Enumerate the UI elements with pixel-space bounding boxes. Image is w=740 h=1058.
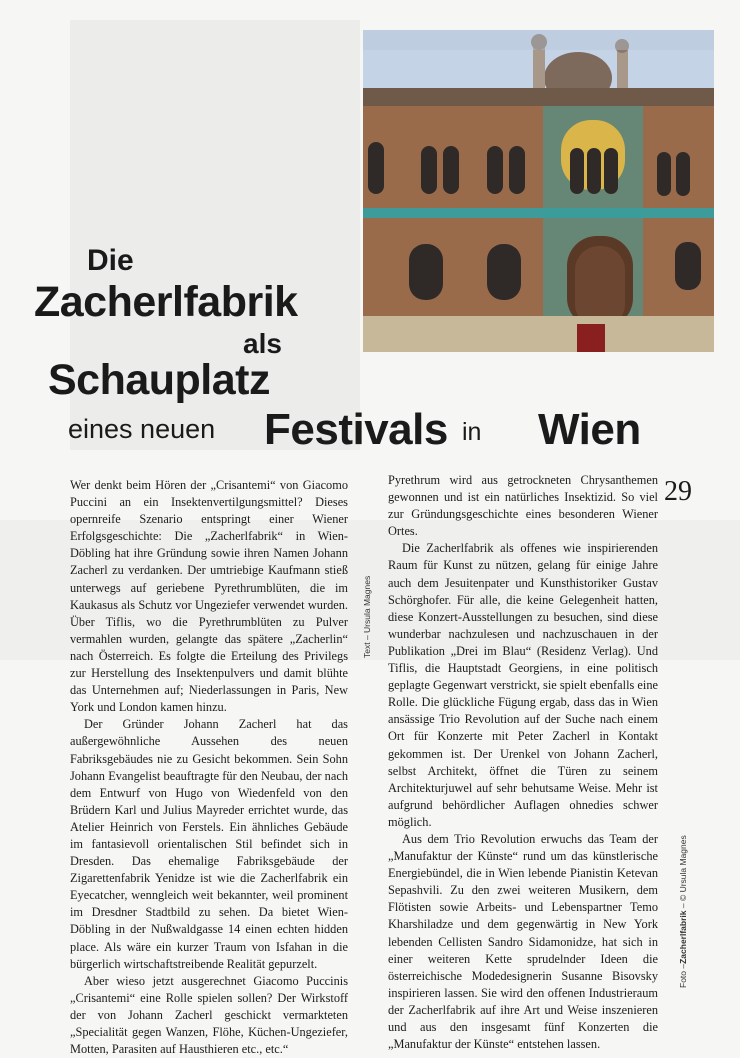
title-line-eines-neuen: eines neuen: [68, 414, 216, 444]
photo-credit: [678, 835, 688, 988]
title-line-die: Die: [87, 244, 134, 277]
article-column-2: [388, 472, 658, 1053]
photo-credit-subject: Zacherlfabrik: [678, 910, 688, 964]
reverse-page-ghost-letters: [250, 0, 267, 63]
title-line-schauplatz: Schauplatz: [48, 356, 270, 404]
photo-credit-suffix: – © Ursula Magnes: [678, 835, 688, 911]
paragraph: Aus dem Trio Revolution erwuchs das Team der „Manufaktur der Künste“ rund um das künstlerische Energiebündel, die in Wien lebende Pianistin Ketevan Sepashvili. Zu den zwei weiteren Musikern, dem Flötisten sowie Arbeits- und Lebenspartner Temo Kharshiladze und dem gegenwärtig in New York lebenden Cellisten Sandro Sidamonidze, hat sich in einer weiteren Kette sprudelnder Ideen die österreichische Modedesignerin Susanne Bisovsky inspirieren lassen. Sie wird den offenen Industrieraum der Zacherlfabrik auf ihre Art und Weise inszenieren und aus den insgesamt fünf Konzerten die „Manufaktur der Künste“ entstehen lassen.: [388, 831, 658, 1052]
title-line-zacherlfabrik: Zacherlfabrik: [34, 278, 298, 326]
paragraph: Wer denkt beim Hören der „Crisantemi“ von Giacomo Puccini an ein Insektenvertilgungsmittel? Dieses opernreife Szenario entspringt einer Wiener Erfolgsgeschichte: Die „Zacherlfabrik“ in Wien-Döbling hat ihre Gründung sowie ihren Namen Johann Zacherl zu verdanken. Der umtriebige Kaufmann stieß unterwegs auf geriebene Pyrethrumblüten, die im Kaukasus als Schutz vor Ungeziefer verwendet wurden. Über Tiflis, wo die Pyrethrumblüten zu Pulver vermahlen wurden, gelangte das spätere „Zacherlin“ nach Österreich. Es folgte die Erteilung des Privilegs zur Herstellung des Insektenpulvers und damit blühte das Unternehmen auf; Niederlassungen in Paris, New York und London kamen hinzu.: [70, 478, 348, 715]
paragraph: Aber wieso jetzt ausgerechnet Giacomo Puccinis „Crisantemi“ eine Rolle spielen sollen? Der Wirkstoff der von Johann Zacherl geschickt vermarkteten „Specialität gegen Wanzen, Flöhe, Küchen-Ungeziefer, Motten, Parasiten auf Hausthieren etc., etc.“: [70, 973, 348, 1057]
title-line-wien: Wien: [538, 405, 641, 454]
paragraph: Der Gründer Johann Zacherl hat das außergewöhnliche Aussehen des neuen Fabriksgebäudes nie zu Gesicht bekommen. Sein Sohn Johann Evangelist beauftragte für den Neubau, der nach dem Entwurf von Hugo von Wiedenfeld von den Brüdern Karl und Julius Mayreder errichtet wurde, das Atelier Heinrich von Ferstels. Ein ähnliches Gebäude im fantasievoll orientalischen Stil befindet sich in Dresden. Das ehemalige Fabriksgebäude der Zigarettenfabrik Yenidze ist wie die Zacherlfabrik ein Eyecatcher, wenngleich weit bekannter, weil prominent im Dresdner Stadtbild zu sehen. Da bietet Wien-Döbling in der Nußwaldgasse 14 einen echten hidden place. Als wäre ein kurzer Traum von Isfahan in die bürgerlich wirtschaftstreibende Realität gepurzelt.: [70, 717, 348, 971]
page-number: 29: [664, 476, 692, 507]
building-photo: [363, 30, 714, 352]
title-line-festivals: Festivals: [264, 405, 448, 454]
text-credit: Text – Ursula Magnes: [362, 575, 372, 658]
title-line-als: als: [243, 328, 282, 359]
photo-credit-prefix: Foto –: [678, 963, 688, 988]
paragraph: Die Zacherlfabrik als offenes wie inspirierenden Raum für Kunst zu nützen, gelang für einige Jahre auch dem Jesuitenpater und Kunsthistoriker Gustav Schörghofer. Für alle, die keine Gelegenheit hatten, diese Konzert-Ausstellungen zu besuchen, sind diese wunderbar nachzulesen und nachzuschauen in der Publikation „Drei im Blau“ (Residenz Verlag). Und Tiflis, die Hauptstadt Georgiens, in eine politisch geplagte Gegenwart verstrickt, sie spielt ebenfalls eine Rolle. Die glückliche Fügung ergab, dass das in Wien ansässige Trio Revolution auf der Suche nach einem Ort für Konzerte mit Peter Zacherl in Kontakt gekommen ist. Der Urenkel von Johann Zacherl, selbst Architekt, öffnet die Türen zu seinem Architekturjuwel auf sehr behutsame Weise. Mehr ist aufgrund behördlicher Auflagen ohnedies schwer möglich.: [388, 541, 658, 829]
article-column-1: [70, 477, 348, 1058]
paragraph: Pyrethrum wird aus getrockneten Chrysanthemen gewonnen und ist ein natürliches Insektizid. So viel zur Gründungsgeschichte eines besonderen Wiener Ortes.: [388, 473, 658, 539]
zacherlfabrik-facade-illustration: [363, 30, 714, 352]
title-line-in: in: [462, 418, 482, 446]
